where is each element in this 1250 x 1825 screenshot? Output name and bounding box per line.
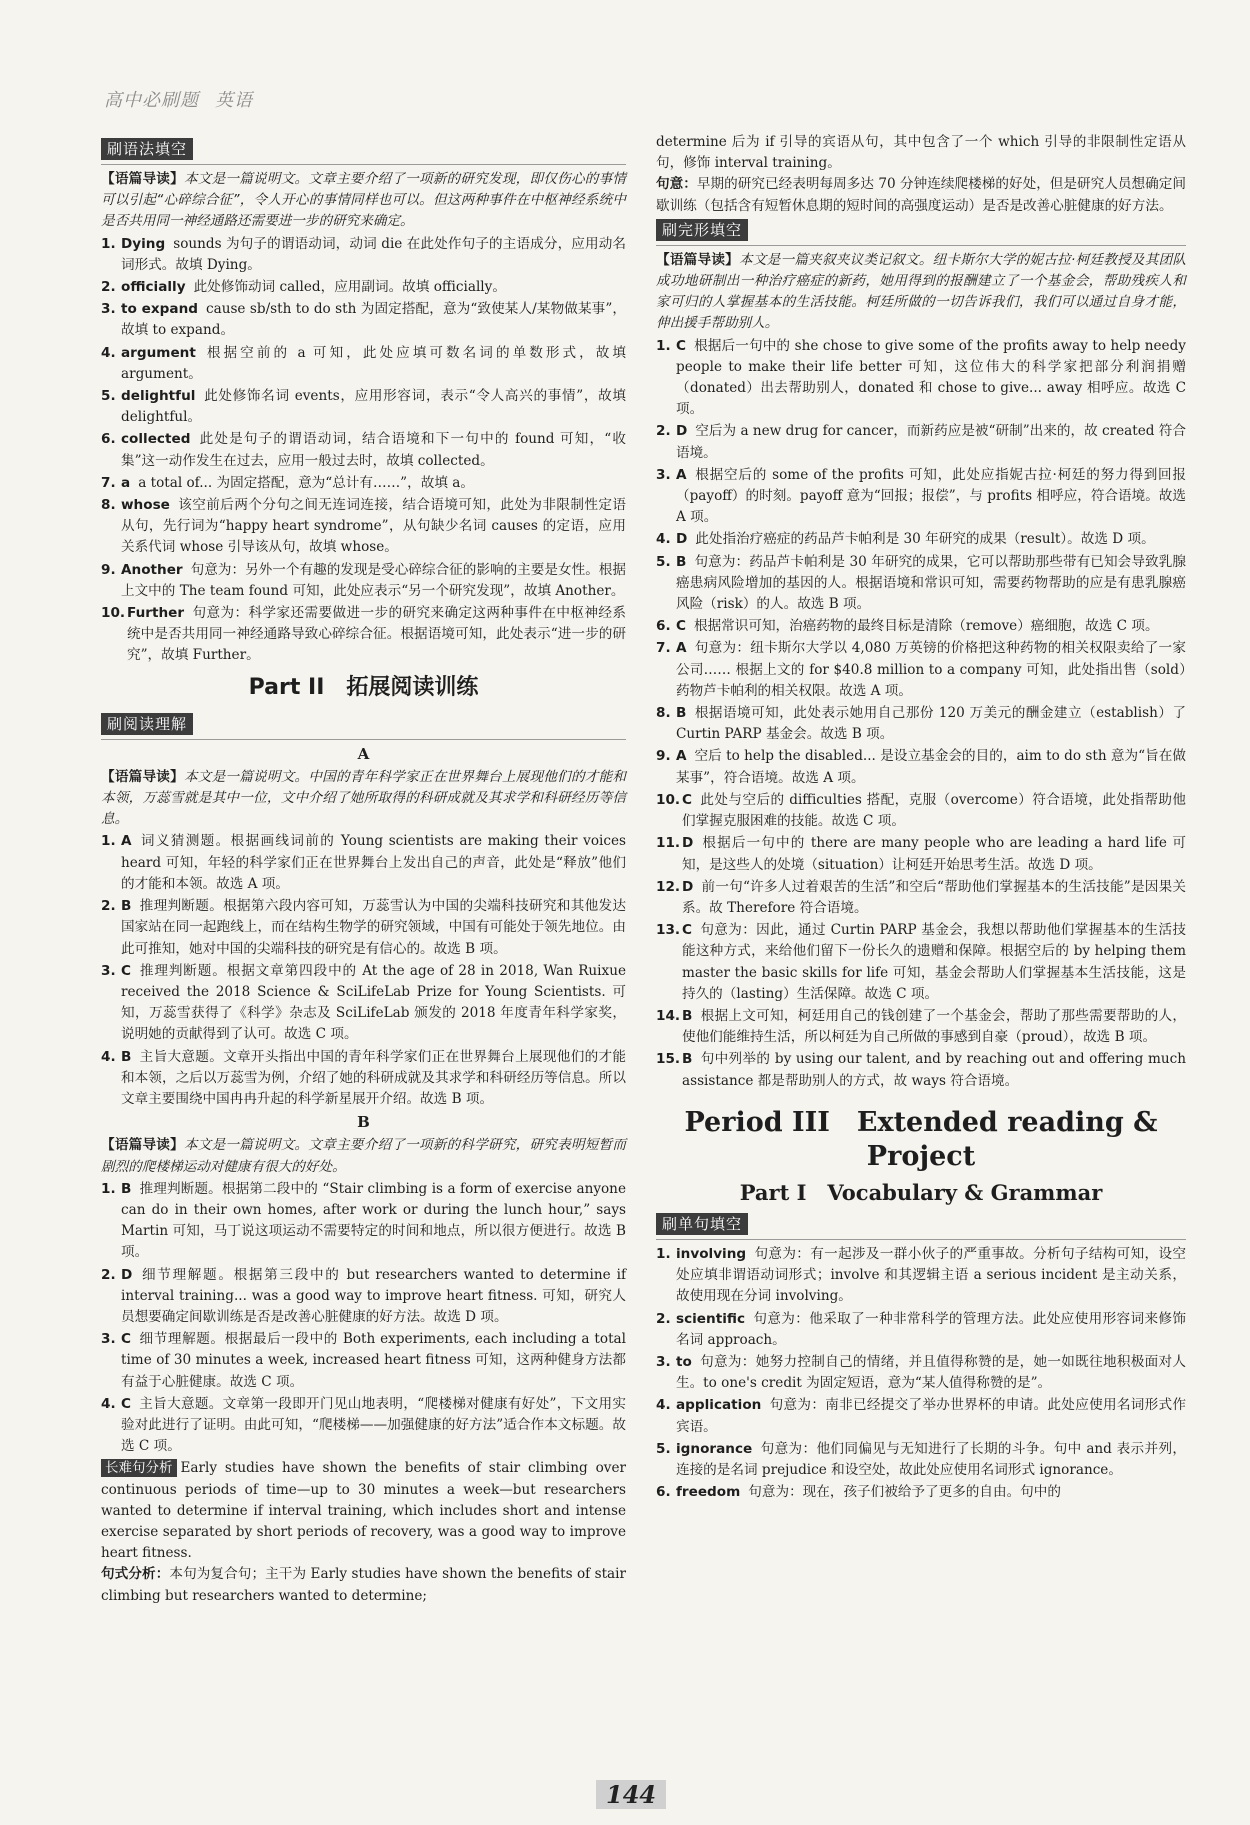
item-answer: C <box>682 791 692 808</box>
item-number: 4. <box>656 531 671 548</box>
answer-item <box>656 833 1186 875</box>
sentence-meaning: 句意：早期的研究已经表明每周多达 70 分钟连续爬楼梯的好处，但是研究人员想确定间歇训练（包括含有短暂休息期的短时间的高强度运动）是否是改善心脏健康的好方法。 <box>656 176 1187 214</box>
answer-item <box>656 1352 1186 1394</box>
item-answer: collected <box>121 431 191 448</box>
reading-a-guide: 【语篇导读】本文是一篇说明文。中国的青年科学家正在世界舞台上展现他们的才能和本领，万蕊雪就是其中一位，文中介绍了她所取得的科研成就及其求学和科研经历等信息。 <box>101 768 627 828</box>
item-explanation: 空后为 a new drug for cancer，而新药应是被“研制”出来的，故 created 符合语境。 <box>676 423 1186 461</box>
item-number: 1. <box>656 1245 671 1262</box>
part-subtitle: Part I Vocabulary & Grammar <box>739 1179 1103 1205</box>
item-explanation: 前一句“许多人过着艰苦的生活”和空后“帮助他们掌握基本的生活技能”是因果关系。故 Therefore 符合语境。 <box>682 878 1186 916</box>
item-explanation: 句中列举的 by using our talent, and by reaching out and offering much assistance 都是帮助别人的方式，故 ways 符合语境。 <box>682 1051 1186 1089</box>
item-answer: Further <box>127 605 185 622</box>
item-number: 8. <box>101 497 116 514</box>
item-explanation: 推理判断题。根据第二段中的 “Stair climbing is a form of exercise anyone can do in their own homes, after work or during the lunch hour,” says Martin 可知，马丁说这项运动不需要特定的时间和地点，所以很方便进行。故选 B 项。 <box>121 1180 626 1261</box>
item-number: 10. <box>656 791 681 808</box>
item-explanation: cause sb/sth to do sth 为固定搭配，意为“致使某人/某物做某事”，故填 to expand。 <box>121 301 626 339</box>
answer-item <box>101 1265 626 1329</box>
item-explanation: 该空前后两个分句之间无连词连接，结合语境可知，此处为非限制性定语从句，先行词为“happy heart syndrome”，从句缺少名词 causes 的定语，应用关系代词 whose 引导该从句，故填 whose。 <box>121 497 626 556</box>
item-explanation: 句意为：有一起涉及一群小伙子的严重事故。分析句子结构可知，设空处应填非谓语动词形式；involve 和其逻辑主语 a serious incident 是主动关系，故使用现在分词 involving。 <box>676 1245 1186 1305</box>
item-number: 5. <box>101 388 116 405</box>
answer-item <box>656 616 1186 637</box>
item-answer: B <box>121 1048 132 1065</box>
item-number: 8. <box>656 705 671 722</box>
book-title: 高中必刷题 <box>104 90 199 111</box>
item-number: 9. <box>656 748 671 765</box>
item-number: 4. <box>101 1395 116 1412</box>
answer-item <box>656 1395 1186 1437</box>
answer-item <box>656 465 1186 529</box>
item-answer: a <box>121 474 131 491</box>
item-number: 6. <box>656 618 671 635</box>
item-number: 5. <box>656 553 671 570</box>
section-tag-cloze: 刷完形填空 <box>656 219 748 241</box>
item-number: 2. <box>101 279 116 296</box>
page-number: 144 <box>596 1780 666 1809</box>
right-column <box>656 132 1186 1504</box>
item-answer: A <box>676 748 687 765</box>
item-answer: C <box>676 618 686 635</box>
item-explanation: 句意为：因此，通过 Curtin PARP 基金会，我想以帮助他们掌握基本的生活技能这种方式，来给他们留下一份长久的遗赠和保障。根据空后的 by helping them master the basic skills for life 可知，基金会帮助人们掌握基本生活技能，这是持久的（lasting）生活保障。故选 C 项。 <box>682 922 1186 1002</box>
item-number: 10. <box>101 605 126 622</box>
item-number: 2. <box>101 898 116 915</box>
item-answer: C <box>121 1395 131 1412</box>
item-answer: B <box>682 1007 693 1024</box>
item-answer: D <box>676 423 688 440</box>
analysis-continued: determine 后为 if 引导的宾语从句，其中包含了一个 which 引导的非限制性定语从句，修饰 interval training。 <box>656 134 1186 172</box>
answer-item <box>101 386 626 428</box>
item-answer: D <box>676 531 688 548</box>
long-sentence-text: Early studies have shown the benefits of stair climbing over continuous periods of time—up to 30 minutes a week—but researchers wanted to determine if interval training, which includes short and intense exercise separated by short periods of recovery, was a good way to improve heart fitness. <box>101 1460 626 1562</box>
item-answer: A <box>676 640 687 657</box>
sentence-structure: 句式分析：本句为复合句；主干为 Early studies have shown the benefits of stair climbing but researchers wanted to determine; <box>101 1566 627 1604</box>
item-answer: A <box>121 833 132 850</box>
item-answer: C <box>121 1331 131 1348</box>
item-explanation: 句意为：现在，孩子们被给予了更多的自由。句中的 <box>748 1484 1061 1501</box>
item-answer: B <box>676 553 687 570</box>
item-answer: ignorance <box>676 1440 753 1457</box>
item-explanation: 推理判断题。根据文章第四段中的 At the age of 28 in 2018, Wan Ruixue received the 2018 Science & SciLifeLab Prize for Young Scientists. 可知，万蕊雪获得了《科学》杂志及 SciLifeLab 颁发的 2018 年度青年科学家奖，说明她的贡献得到了认可。故选 C 项。 <box>121 962 626 1043</box>
item-answer: officially <box>121 279 186 296</box>
answer-item <box>101 429 626 471</box>
sentence-fill-answer-list <box>656 1244 1186 1503</box>
item-answer: D <box>682 878 694 895</box>
reading-b-guide: 【语篇导读】本文是一篇说明文。文章主要介绍了一项新的科学研究，研究表明短暂而剧烈的爬楼梯运动对健康有很大的好处。 <box>101 1137 627 1175</box>
item-explanation: 词义猜测题。根据画线词前的 Young scientists are making their voices heard 可知，年轻的科学家们正在世界舞台上发出自己的声音，此处是“释放”他们的才能和本领。故选 A 项。 <box>121 833 626 892</box>
item-answer: B <box>682 1051 693 1068</box>
answer-item <box>656 1482 1186 1503</box>
item-explanation: 此处修饰名词 events，应用形容词，表示“令人高兴的事情”，故填 delightful。 <box>121 388 626 426</box>
answer-item <box>101 961 626 1046</box>
item-answer: to <box>676 1353 692 1370</box>
answer-item <box>656 336 1186 421</box>
item-answer: Dying <box>121 235 166 252</box>
answer-item <box>656 638 1186 702</box>
answer-item <box>656 529 1186 550</box>
answer-item <box>101 603 626 667</box>
section-tag-sentence-fill: 刷单句填空 <box>656 1213 748 1235</box>
item-explanation: 句意为：药品芦卡帕利是 30 年研究的成果，它可以帮助那些带有已知会导致乳腺癌患病风险增加的基因的人。根据语境和常识可知，需要药物帮助的应是有患乳腺癌风险（risk）的人。故选 B 项。 <box>676 553 1186 613</box>
answer-item <box>101 831 626 895</box>
cloze-guide: 【语篇导读】本文是一篇夹叙夹议类记叙文。纽卡斯尔大学的妮古拉·柯廷教授及其团队成功地研制出一种治疗癌症的新药，她用得到的报酬建立了一个基金会，帮助残疾人和家可归的人掌握基本的生活技能。柯廷所做的一切告诉我们，我们可以通过自身才能，伸出援手帮助别人。 <box>656 251 1187 332</box>
left-column <box>101 136 626 1607</box>
item-number: 3. <box>101 301 116 318</box>
item-answer: delightful <box>121 388 196 405</box>
answer-item <box>101 1394 626 1458</box>
long-sentence-tag: 长难句分析 <box>101 1459 177 1477</box>
answer-item <box>656 1006 1186 1048</box>
item-number: 1. <box>101 833 116 850</box>
part-title: Part II 拓展阅读训练 <box>248 674 479 700</box>
item-explanation: 细节理解题。根据第三段中的 but researchers wanted to determine if interval training... was a good way to improve heart fitness. 可知，研究人员想要确定间歇训练是否是改善心脏健康的好方法。故选 D 项。 <box>121 1266 626 1325</box>
item-explanation: 句意为：另外一个有趣的发现是受心碎综合征的影响的主要是女性。根据上文中的 The team found 可知，此处应表示“另一个研究发现”，故填 Another。 <box>121 561 626 599</box>
item-explanation: a total of... 为固定搭配，意为“总计有……”，故填 a。 <box>138 474 474 491</box>
answer-item <box>656 877 1186 919</box>
grammar-answer-list <box>101 234 626 667</box>
item-explanation: 根据空后的 some of the profits 可知，此处应指妮古拉·柯廷的努力得到回报（payoff）的时刻。payoff 意为“回报；报偿”，与 profits 相呼应，符合语境。故选 A 项。 <box>676 466 1186 526</box>
item-answer: C <box>676 337 686 354</box>
reading-a-answer-list <box>101 831 626 1110</box>
item-number: 3. <box>656 466 671 483</box>
section-tag-reading: 刷阅读理解 <box>101 713 193 735</box>
item-explanation: 句意为：他们同偏见与无知进行了长期的斗争。句中 and 表示并列，连接的是名词 prejudice 和设空处，故此处应使用名词形式 ignorance。 <box>676 1440 1186 1478</box>
answer-item <box>101 495 626 559</box>
answer-item <box>656 703 1186 745</box>
item-answer: A <box>676 466 687 483</box>
answer-item <box>656 790 1186 832</box>
item-number: 4. <box>101 1048 116 1065</box>
item-explanation: 根据空前的 a 可知，此处应填可数名词的单数形式，故填 argument。 <box>121 344 626 382</box>
item-answer: involving <box>676 1245 747 1262</box>
item-number: 3. <box>101 1331 116 1348</box>
item-explanation: 主旨大意题。文章第一段即开门见山地表明，“爬楼梯对健康有好处”，下文用实验对此进行了证明。由此可知，“爬楼梯——加强健康的好方法”适合作本文标题。故选 C 项。 <box>121 1395 626 1455</box>
passage-letter-b: B <box>357 1113 370 1132</box>
answer-item <box>656 1309 1186 1351</box>
answer-item <box>101 896 626 960</box>
item-answer: C <box>682 922 692 939</box>
subject-name: 英语 <box>215 90 253 111</box>
item-answer: D <box>682 835 694 852</box>
item-explanation: 句意为：科学家还需要做进一步的研究来确定这两种事件在中枢神经系统中是否共用同一神经通路导致心碎综合征。根据语境可知，此处表示“进一步的研究”，故填 Further。 <box>127 605 626 664</box>
reading-b-answer-list <box>101 1179 626 1458</box>
item-explanation: 根据语境可知，此处表示她用自己那份 120 万美元的酬金建立（establish）了 Curtin PARP 基金会。故选 B 项。 <box>676 705 1186 743</box>
answer-item <box>656 1049 1186 1091</box>
section-tag-grammar: 刷语法填空 <box>101 138 193 160</box>
item-number: 5. <box>656 1440 671 1457</box>
item-explanation: 此处与空后的 difficulties 搭配，克服（overcome）符合语境，此处指帮助他们掌握克服困难的技能。故选 C 项。 <box>682 791 1186 830</box>
item-explanation: 根据后一句中的 she chose to give some of the profits away to help needy people to make their life better 可知，这位伟大的科学家把部分利润捐赠（donated）出去帮助别人，donated 和 chose to give... away 相呼应。故选 C 项。 <box>676 337 1186 418</box>
item-number: 15. <box>656 1051 681 1068</box>
grammar-guide: 【语篇导读】本文是一篇说明文。文章主要介绍了一项新的研究发现，即仅伤心的事情可以引起“心碎综合征”，令人开心的事情同样也可以。但这两种事件在中枢神经系统中是否共用同一神经通路还需要进一步的研究来确定。 <box>101 171 627 230</box>
answer-item <box>101 234 626 276</box>
item-explanation: 根据常识可知，治癌药物的最终目标是清除（remove）癌细胞，故选 C 项。 <box>693 618 1159 635</box>
answer-item <box>101 1329 626 1393</box>
answer-item <box>656 1244 1186 1308</box>
item-answer: scientific <box>676 1310 745 1327</box>
answer-item <box>656 746 1186 788</box>
item-number: 11. <box>656 835 681 852</box>
item-number: 13. <box>656 922 681 939</box>
cloze-answer-list <box>656 336 1186 1092</box>
item-answer: B <box>121 898 132 915</box>
item-number: 3. <box>656 1353 671 1370</box>
answer-item <box>101 1179 626 1264</box>
item-number: 6. <box>101 431 116 448</box>
item-number: 6. <box>656 1484 671 1501</box>
item-number: 4. <box>101 344 116 361</box>
item-explanation: sounds 为句子的谓语动词，动词 die 在此处作句子的主语成分，应用动名词形式。故填 Dying。 <box>121 235 626 273</box>
passage-letter-a: A <box>357 744 370 763</box>
answer-item <box>656 552 1186 616</box>
item-explanation: 此处修饰动词 called，应用副词。故填 officially。 <box>193 279 506 296</box>
answer-item <box>656 1439 1186 1481</box>
answer-item <box>101 1047 626 1111</box>
item-explanation: 句意为：南非已经提交了举办世界杯的申请。此处应使用名词形式作宾语。 <box>676 1397 1186 1435</box>
item-number: 2. <box>656 423 671 440</box>
item-number: 2. <box>656 1310 671 1327</box>
item-answer: B <box>676 705 687 722</box>
item-number: 7. <box>656 640 671 657</box>
item-explanation: 句意为：纽卡斯尔大学以 4,080 万英镑的价格把这种药物的相关权限卖给了一家公司…… 根据上文的 for $40.8 million to a company 可知，此处指出售（sold）药物芦卡帕利的相关权限。故选 A 项。 <box>676 640 1186 699</box>
item-explanation: 空后 to help the disabled... 是设立基金会的目的，aim to do sth 意为“旨在做某事”，符合语境。故选 A 项。 <box>676 748 1186 786</box>
item-number: 1. <box>101 1180 116 1197</box>
item-explanation: 推理判断题。根据第六段内容可知，万蕊雪认为中国的尖端科技研究和其他发达国家站在同一起跑线上，而在结构生物学的研究领域，中国有可能处于领先地位。由此可推知，她对中国的尖端科技的研究是有信心的。故选 B 项。 <box>121 898 626 957</box>
item-answer: D <box>121 1266 133 1283</box>
item-answer: freedom <box>676 1484 741 1501</box>
item-explanation: 根据后一句中的 there are many people who are leading a hard life 可知，是这些人的处境（situation）让柯廷开始思考生活。故选 D 项。 <box>682 835 1186 873</box>
item-answer: C <box>121 962 131 979</box>
answer-item <box>656 421 1186 463</box>
item-explanation: 细节理解题。根据最后一段中的 Both experiments, each including a total time of 30 minutes a week, increased heart fitness 可知，这两种健身方法都有益于心脏健康。故选 C 项。 <box>121 1331 626 1390</box>
item-answer: to expand <box>121 301 198 318</box>
item-explanation: 此处是句子的谓语动词，结合语境和下一句中的 found 可知，“收集”这一动作发生在过去，应用一般过去时，故填 collected。 <box>121 431 626 469</box>
answer-item <box>101 277 626 298</box>
running-head <box>104 86 253 112</box>
item-number: 1. <box>101 235 116 252</box>
answer-item <box>101 299 626 341</box>
item-number: 7. <box>101 474 116 491</box>
item-explanation: 主旨大意题。文章开头指出中国的青年科学家们正在世界舞台上展现他们的才能和本领，之后以万蕊雪为例，介绍了她的科研成就及其求学和科研经历等信息。所以文章主要围绕中国冉冉升起的科学新星展开介绍。故选 B 项。 <box>121 1048 626 1107</box>
item-number: 14. <box>656 1007 681 1024</box>
item-answer: B <box>121 1180 132 1197</box>
item-answer: whose <box>121 497 170 514</box>
item-answer: argument <box>121 344 196 361</box>
long-sentence-analysis <box>101 1458 626 1564</box>
item-answer: application <box>676 1397 762 1414</box>
period-title: Period III Extended reading & Project <box>684 1106 1158 1172</box>
item-explanation: 根据上文可知，柯廷用自己的钱创建了一个基金会，帮助了那些需要帮助的人，使他们能维持生活，所以柯廷为自己所做的事感到自豪（proud），故选 B 项。 <box>682 1007 1186 1046</box>
answer-item <box>101 560 626 602</box>
answer-item <box>101 343 626 385</box>
answer-item <box>101 473 626 494</box>
answer-item <box>656 920 1186 1005</box>
item-explanation: 此处指治疗癌症的药品芦卡帕利是 30 年研究的成果（result）。故选 D 项。 <box>695 531 1155 548</box>
item-explanation: 句意为：他采取了一种非常科学的管理方法。此处应使用形容词来修饰名词 approach。 <box>676 1310 1186 1348</box>
item-number: 4. <box>656 1397 671 1414</box>
item-number: 9. <box>101 561 116 578</box>
item-number: 2. <box>101 1266 116 1283</box>
item-number: 12. <box>656 878 681 895</box>
item-number: 3. <box>101 962 116 979</box>
item-answer: Another <box>121 561 183 578</box>
item-explanation: 句意为：她努力控制自己的情绪，并且值得称赞的是，她一如既往地积极面对人生。to one's credit 为固定短语，意为“某人值得称赞的是”。 <box>676 1353 1186 1392</box>
item-number: 1. <box>656 337 671 354</box>
